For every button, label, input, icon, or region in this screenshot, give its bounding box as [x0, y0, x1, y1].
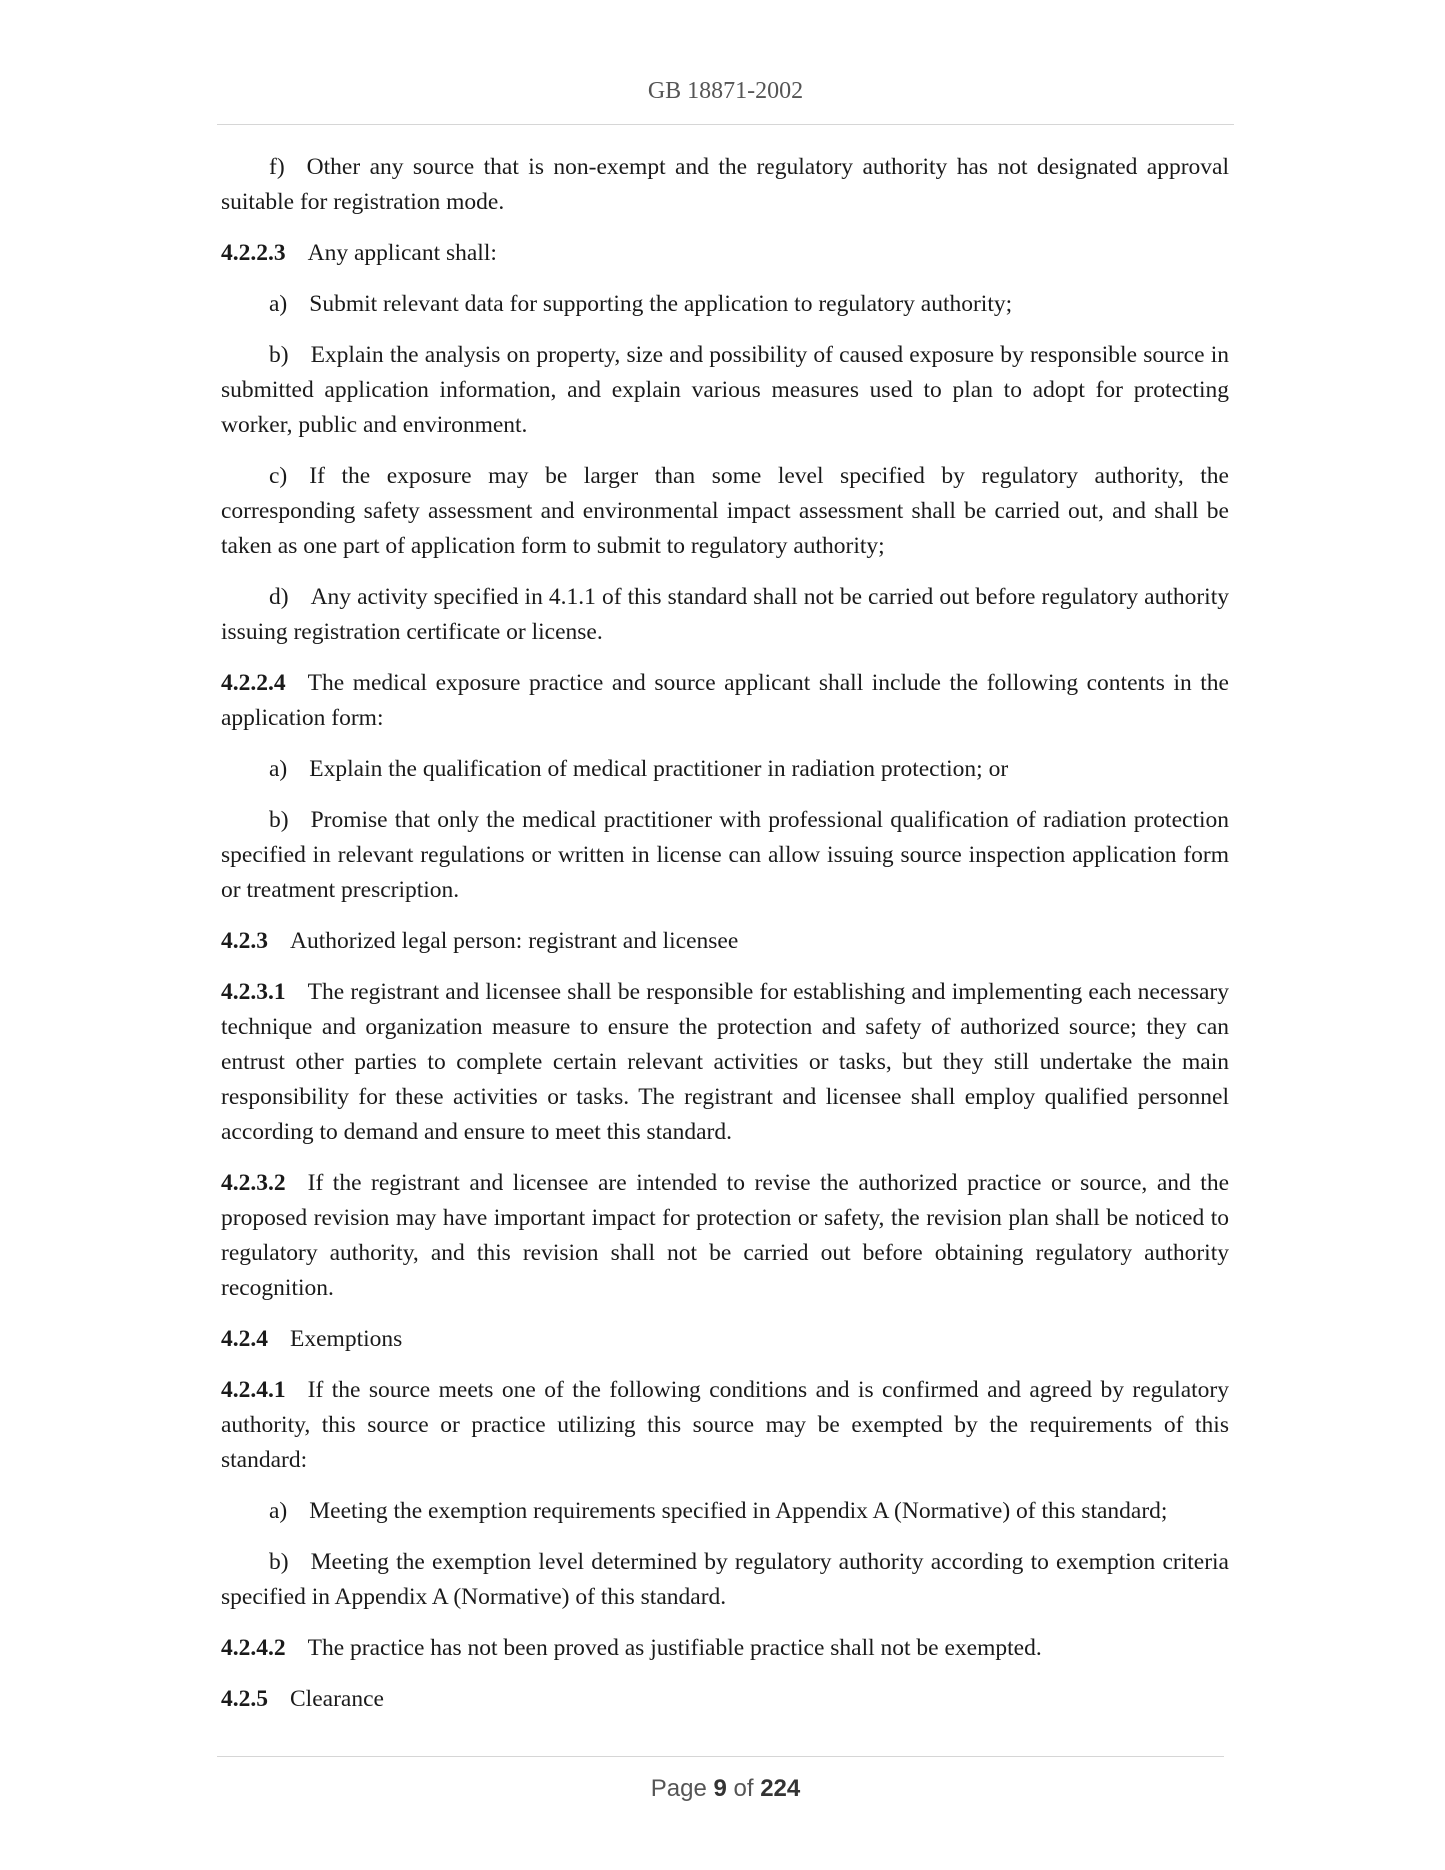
- list-item: [221, 1545, 1229, 1615]
- paragraph-text: Explain the qualification of medical practitioner in radiation protection; or: [309, 756, 1009, 782]
- paragraph-text: Meeting the exemption requirements specified in Appendix A (Normative) of this standard;: [309, 1498, 1168, 1524]
- list-label: b): [269, 342, 289, 368]
- clause-number: 4.2.3.2: [221, 1170, 286, 1196]
- page-footer: [217, 1775, 1234, 1803]
- paragraph-text: Any applicant shall:: [307, 240, 497, 266]
- clause-number: 4.2.4: [221, 1326, 268, 1352]
- paragraph-text: If the exposure may be larger than some level specified by regulatory authority, the corresponding safety assessment and environmental impact assessment shall be carried out, and shall be taken as one part of application form to submit to regulatory authority;: [221, 463, 1229, 559]
- paragraph-text: The registrant and licensee shall be responsible for establishing and implementing each necessary technique and organization measure to ensure the protection and safety of authorized source; they can entrust other parties to complete certain relevant activities or tasks, but they still undertake the main responsibility for these activities or tasks. The registrant and licensee shall employ qualified personnel according to demand and ensure to meet this standard.: [221, 979, 1229, 1145]
- list-label: f): [269, 154, 285, 180]
- list-label: a): [269, 1498, 288, 1524]
- page-total: 224: [760, 1775, 801, 1802]
- paragraph-text: Clearance: [290, 1686, 384, 1712]
- list-label: d): [269, 584, 289, 610]
- paragraph-text: If the source meets one of the following conditions and is confirmed and agreed by regulatory authority, this source or practice utilizing this source may be exempted by the requirements of this standard:: [221, 1377, 1229, 1473]
- clause-number: 4.2.2.4: [221, 670, 286, 696]
- clause-number: 4.2.2.3: [221, 240, 286, 266]
- clause-paragraph: [221, 666, 1229, 736]
- clause-paragraph: [221, 1373, 1229, 1478]
- list-item: [221, 459, 1229, 564]
- clause-number: 4.2.4.2: [221, 1635, 286, 1661]
- paragraph-text: Authorized legal person: registrant and licensee: [290, 928, 739, 954]
- clause-number: 4.2.3.1: [221, 979, 286, 1005]
- paragraph-text: Submit relevant data for supporting the application to regulatory authority;: [309, 291, 1013, 317]
- list-item: [221, 150, 1229, 220]
- paragraph-text: If the registrant and licensee are intended to revise the authorized practice or source, and the proposed revision may have important impact for protection or safety, the revision plan shall be noticed to regulatory authority, and this revision shall not be carried out before obtaining regulatory authority recognition.: [221, 1170, 1229, 1301]
- paragraph-text: Exemptions: [290, 1326, 403, 1352]
- list-item: [221, 287, 1229, 322]
- of-word: of: [733, 1775, 754, 1802]
- paragraph-text: The practice has not been proved as justifiable practice shall not be exempted.: [307, 1635, 1042, 1661]
- page-word: Page: [650, 1775, 707, 1802]
- list-label: a): [269, 291, 288, 317]
- list-item: [221, 752, 1229, 787]
- clause-paragraph: [221, 1631, 1229, 1666]
- paragraph-text: Other any source that is non-exempt and the regulatory authority has not designated approval suitable for registration mode.: [221, 154, 1229, 215]
- list-label: b): [269, 1549, 289, 1575]
- clause-number: 4.2.5: [221, 1686, 268, 1712]
- paragraph-text: Any activity specified in 4.1.1 of this standard shall not be carried out before regulatory authority issuing registration certificate or license.: [221, 584, 1229, 645]
- clause-paragraph: [221, 236, 1229, 271]
- document-header: GB 18871-2002: [647, 78, 804, 104]
- paragraph-text: The medical exposure practice and source applicant shall include the following contents in the application form:: [221, 670, 1229, 731]
- clause-paragraph: [221, 1682, 1229, 1717]
- clause-paragraph: [221, 975, 1229, 1150]
- list-label: b): [269, 807, 289, 833]
- clause-paragraph: [221, 1166, 1229, 1306]
- footer-divider: [217, 1756, 1224, 1757]
- paragraph-text: Explain the analysis on property, size and possibility of caused exposure by responsible source in submitted application information, and explain various measures used to plan to adopt for protecting worker, public and environment.: [221, 342, 1229, 438]
- list-label: c): [269, 463, 288, 489]
- clause-number: 4.2.4.1: [221, 1377, 286, 1403]
- list-label: a): [269, 756, 288, 782]
- page-number: 9: [713, 1775, 727, 1802]
- paragraph-text: Promise that only the medical practitioner with professional qualification of radiation protection specified in relevant regulations or written in license can allow issuing source inspection application form or treatment prescription.: [221, 807, 1229, 903]
- paragraph-text: Meeting the exemption level determined by regulatory authority according to exemption criteria specified in Appendix A (Normative) of this standard.: [221, 1549, 1229, 1610]
- list-item: [221, 803, 1229, 908]
- clause-paragraph: [221, 924, 1229, 959]
- list-item: [221, 580, 1229, 650]
- list-item: [221, 1494, 1229, 1529]
- header-divider: [217, 124, 1234, 125]
- clause-number: 4.2.3: [221, 928, 268, 954]
- list-item: [221, 338, 1229, 443]
- clause-paragraph: [221, 1322, 1229, 1357]
- page-body: [221, 150, 1229, 1733]
